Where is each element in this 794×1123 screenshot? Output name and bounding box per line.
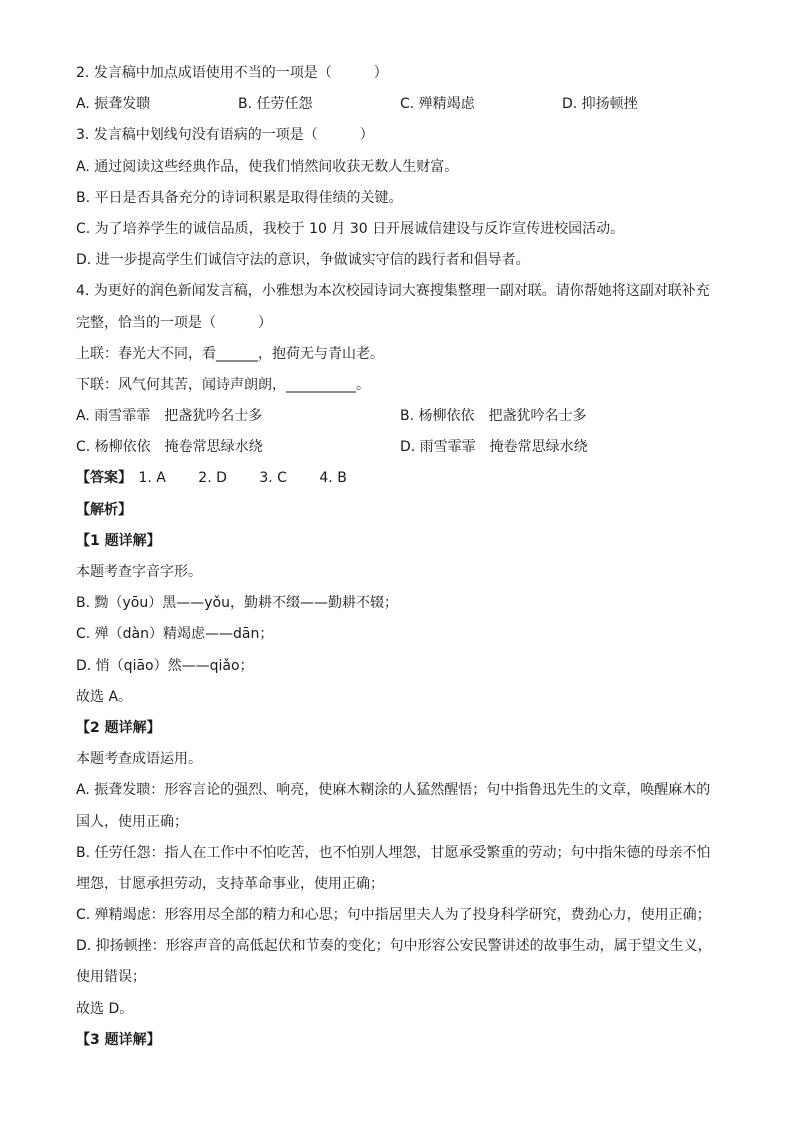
detail-1-title: 【1 题详解】 [76,532,161,549]
detail-2-line: A. 振聋发聩：形容言论的强烈、响亮，使麻木糊涂的人猛然醒悟；句中指鲁迅先生的文章，唤醒麻木的 [76,782,711,799]
detail-2-line: 使用错误； [76,969,146,986]
detail-2-line: B. 任劳任怨：指人在工作中不怕吃苦，也不怕别人埋怨，甘愿承受繁重的劳动；句中指朱德的母亲不怕 [76,844,711,861]
detail-1-line: B. 黝（yōu）黑——yǒu，勤耕不缀——勤耕不辍； [76,595,398,612]
answer-item: 4. B [319,470,347,487]
option-a: A. 雨雪霏霏 把盏犹吟名士多 [76,408,263,425]
answer-item: 3. C [259,470,287,487]
couplet-upper: 上联：春光大不同，看______，抱荷无与青山老。 [76,345,384,362]
option-d: D. 雨雪霏霏 掩卷常思绿水绕 [400,439,588,456]
question-4-options-row-1 [76,401,726,432]
question-4-stem-continued: 完整，恰当的一项是（ ） [76,314,272,331]
detail-3-title: 【3 题详解】 [76,1031,161,1048]
question-2-stem: 2. 发言稿中加点成语使用不当的一项是（ ） [76,65,388,81]
detail-2-line: 本题考查成语运用。 [76,751,202,768]
detail-1-line: D. 悄（qiāo）然——qiǎo； [76,657,254,674]
analysis-label: 【解析】 [76,501,132,518]
option-b: B. 平日是否具备充分的诗词积累是取得佳绩的关键。 [76,189,403,206]
option-b: B. 任劳任怨 [238,96,313,113]
detail-2-line: C. 殚精竭虑：形容用尽全部的精力和心思；句中指居里夫人为了投身科学研究，费劲心力，使用正确； [76,907,711,924]
detail-1-line: 故选 A。 [76,688,133,705]
detail-2-line: 故选 D。 [76,1000,134,1017]
detail-1-line: 本题考查字音字形。 [76,564,202,580]
question-2-options [76,89,726,120]
detail-2-line: 国人，使用正确； [76,813,188,830]
option-c: C. 为了培养学生的诚信品质，我校于 10 月 30 日开展诚信建设与反诈宣传进校园活动。 [76,220,625,237]
answer-item: 2. D [198,470,227,487]
option-d: D. 抑扬顿挫 [562,96,638,113]
option-a: A. 振聋发聩 [76,96,151,113]
option-c: C. 殚精竭虑 [400,96,475,113]
document-page [76,58,726,1056]
detail-2-line: D. 抑扬顿挫：形容声音的高低起伏和节奏的变化；句中形容公安民警讲述的故事生动，属于望文生义， [76,938,712,955]
detail-2-line: 埋怨，甘愿承担劳动，支持革命事业，使用正确； [76,875,384,892]
answer-item: 1. A [138,470,166,487]
answer-label: 【答案】 [76,470,132,487]
option-d: D. 进一步提高学生们诚信守法的意识，争做诚实守信的践行者和倡导者。 [76,252,530,269]
option-b: B. 杨柳依依 把盏犹吟名士多 [400,408,587,425]
couplet-lower: 下联：风气何其苦，闻诗声朗朗，__________。 [76,376,370,393]
detail-1-line: C. 殚（dàn）精竭虑——dān； [76,626,274,643]
detail-2-title: 【2 题详解】 [76,719,161,736]
answer-key [76,463,726,494]
question-4-stem: 4. 为更好的润色新闻发言稿，小雅想为本次校园诗词大赛搜集整理一副对联。请你帮她将这副对联补充 [76,283,710,300]
option-c: C. 杨柳依依 掩卷常思绿水绕 [76,439,263,456]
question-3-stem: 3. 发言稿中划线句没有语病的一项是（ ） [76,127,374,144]
question-4-options-row-2 [76,432,726,463]
option-a: A. 通过阅读这些经典作品，使我们悄然间收获无数人生财富。 [76,158,459,175]
